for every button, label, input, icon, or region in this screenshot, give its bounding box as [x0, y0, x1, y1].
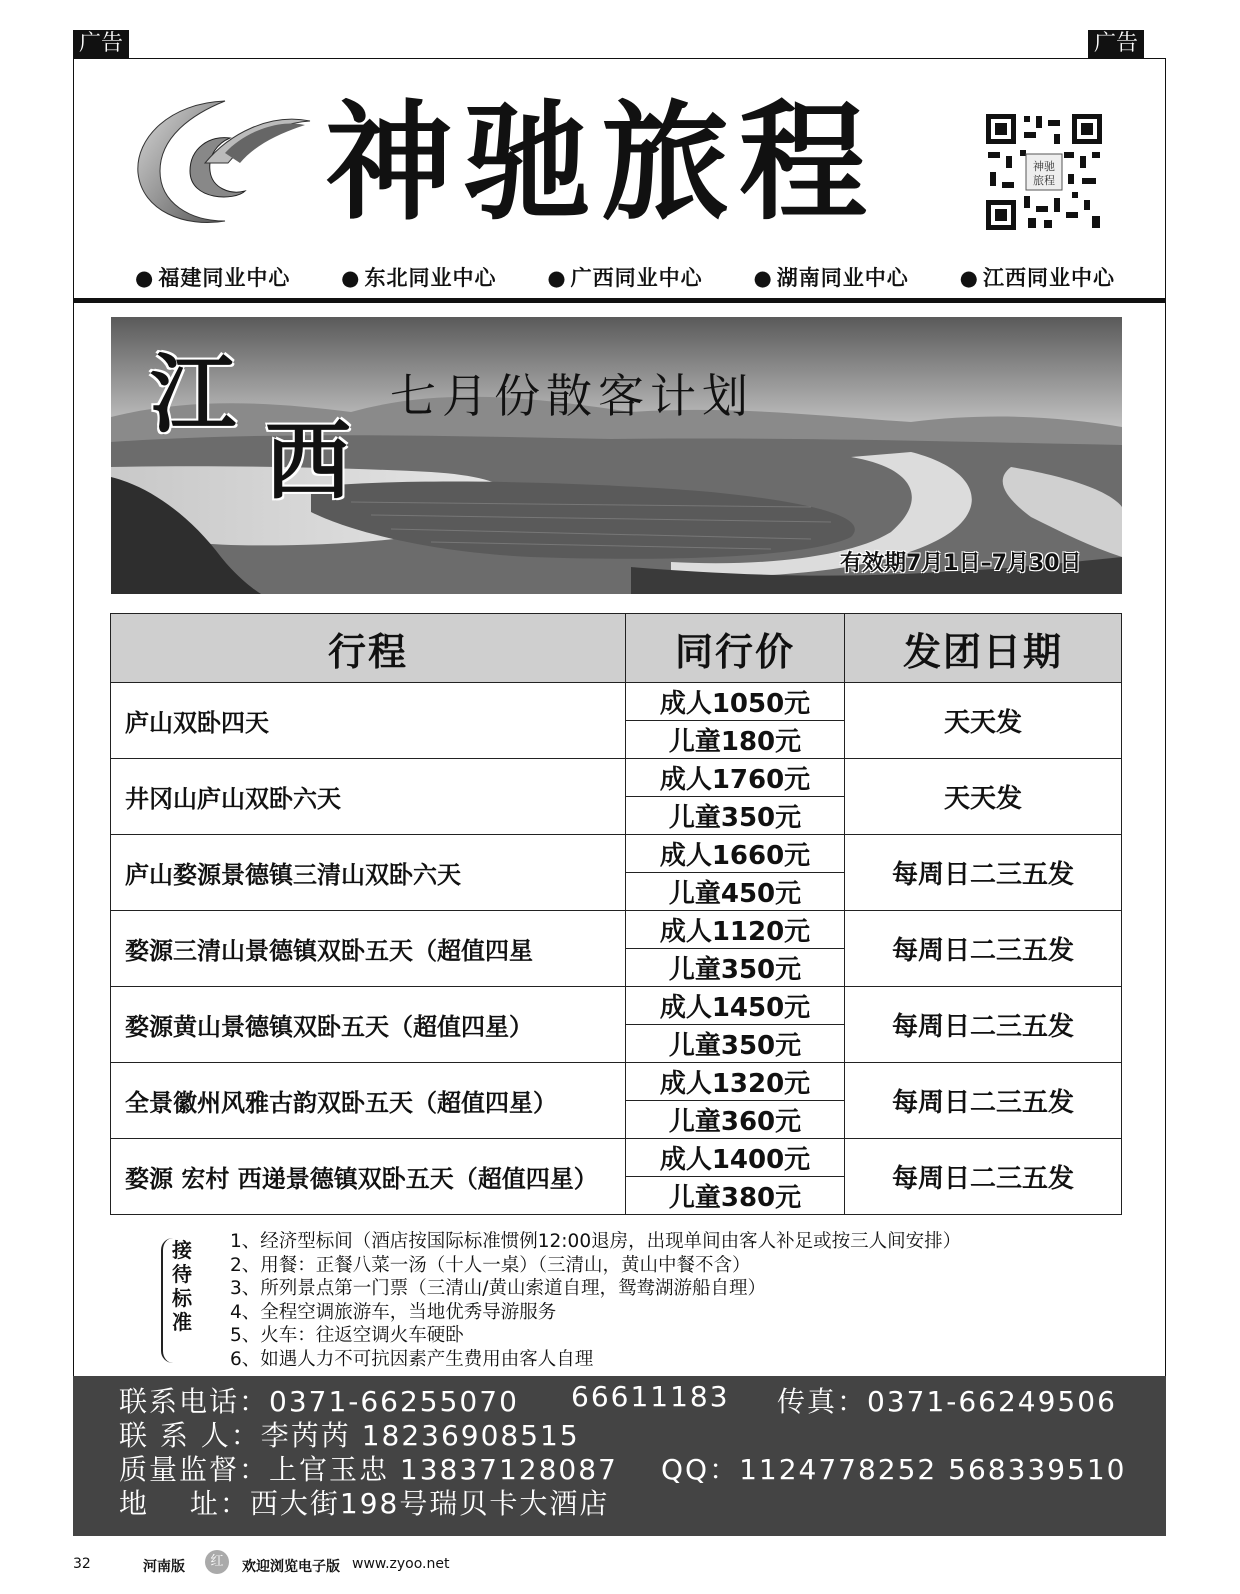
table-row [111, 911, 1122, 949]
list-item: 3、所列景点第一门票（三清山/黄山索道自理，鸳鸯湖游船自理） [230, 1278, 767, 1299]
child-price: 儿童380元 [626, 1177, 845, 1215]
route-cell: 婺源 宏村 西递景德镇双卧五天（超值四星） [111, 1139, 626, 1215]
departure-cell: 天天发 [845, 759, 1122, 835]
contact-panel [73, 1376, 1166, 1536]
center-item: ● 福建同业中心 [135, 262, 290, 292]
child-price: 儿童180元 [626, 721, 845, 759]
child-price: 儿童350元 [626, 797, 845, 835]
contact-person: 联 系 人：李芮芮 18236908515 [119, 1419, 580, 1452]
tour-price-table [110, 613, 1122, 1215]
ad-tag-right: 广告 [1088, 30, 1144, 58]
list-item: 6、如遇人力不可抗因素产生费用由客人自理 [230, 1348, 594, 1370]
banner-plan-title: 七月份散客计划 [390, 369, 754, 423]
contact-qq: QQ：1124778252 568339510 [661, 1453, 1127, 1486]
adult-price: 成人1660元 [626, 835, 845, 873]
table-row [111, 987, 1122, 1025]
departure-cell: 每周日二三五发 [845, 1139, 1122, 1215]
contact-fax: 传真：0371-66249506 [777, 1385, 1117, 1418]
contact-address: 地 址：西大街198号瑞贝卡大酒店 [119, 1487, 610, 1520]
center-item: ● 广西同业中心 [547, 262, 702, 292]
banner-validity: 有效期7月1日–7月30日 [840, 551, 1082, 576]
site-link[interactable]: www.zyoo.net [352, 1556, 450, 1572]
list-item: 1、经济型标间（酒店按国际标准惯例12:00退房，出现单间由客人补足或按三人间安排） [230, 1231, 962, 1252]
table-row [111, 835, 1122, 873]
departure-cell: 天天发 [845, 683, 1122, 759]
route-cell: 井冈山庐山双卧六天 [111, 759, 626, 835]
edition-label: 河南版 [143, 1559, 185, 1575]
center-item: ● 江西同业中心 [960, 262, 1115, 292]
contact-phone: 联系电话：0371-66255070 [119, 1385, 519, 1418]
header-divider [73, 298, 1166, 303]
welcome-text: 欢迎浏览电子版 [242, 1559, 340, 1575]
standards-label [161, 1238, 197, 1363]
departure-cell: 每周日二三五发 [845, 1063, 1122, 1139]
child-price: 儿童350元 [626, 1025, 845, 1063]
adult-price: 成人1400元 [626, 1139, 845, 1177]
table-row [111, 1139, 1122, 1177]
route-cell: 庐山双卧四天 [111, 683, 626, 759]
banner-region-char-2: 西 [265, 411, 351, 512]
route-cell: 庐山婺源景德镇三清山双卧六天 [111, 835, 626, 911]
table-row [111, 683, 1122, 721]
banner-region-char-1: 江 [150, 344, 236, 445]
edition-badge: 红 [205, 1550, 229, 1574]
quality-supervisor: 质量监督：上官玉忠 13837128087 [119, 1453, 618, 1486]
route-cell: 婺源黄山景德镇双卧五天（超值四星） [111, 987, 626, 1063]
adult-price: 成人1050元 [626, 683, 845, 721]
table-header-row [111, 614, 1122, 683]
standards-list [230, 1230, 961, 1371]
table-row [111, 1063, 1122, 1101]
adult-price: 成人1450元 [626, 987, 845, 1025]
child-price: 儿童450元 [626, 873, 845, 911]
departure-cell: 每周日二三五发 [845, 911, 1122, 987]
route-cell: 婺源三清山景德镇双卧五天（超值四星 [111, 911, 626, 987]
standards-label-char: 待 [172, 1262, 192, 1286]
adult-price: 成人1120元 [626, 911, 845, 949]
center-item: ● 东北同业中心 [341, 262, 496, 292]
contact-phone-2: 66611183 [571, 1380, 730, 1413]
standards-label-char: 标 [172, 1286, 192, 1310]
standards-label-char: 接 [172, 1238, 192, 1262]
brand-logo [130, 93, 315, 233]
qr-code [984, 112, 1104, 232]
list-item: 2、用餐：正餐八菜一汤（十人一桌）（三清山，黄山中餐不含） [230, 1254, 751, 1276]
route-cell: 全景徽州风雅古韵双卧五天（超值四星） [111, 1063, 626, 1139]
header-route: 行程 [111, 614, 626, 683]
ad-tag-left: 广告 [73, 30, 129, 58]
header-price: 同行价 [626, 614, 845, 683]
center-item: ● 湖南同业中心 [753, 262, 908, 292]
child-price: 儿童360元 [626, 1101, 845, 1139]
header-date: 发团日期 [845, 614, 1122, 683]
page-number: 32 [73, 1556, 91, 1572]
svg-text:神驰: 神驰 [1033, 160, 1055, 173]
departure-cell: 每周日二三五发 [845, 987, 1122, 1063]
adult-price: 成人1320元 [626, 1063, 845, 1101]
svg-text:旅程: 旅程 [1033, 174, 1055, 187]
list-item: 4、全程空调旅游车，当地优秀导游服务 [230, 1301, 557, 1323]
departure-cell: 每周日二三五发 [845, 835, 1122, 911]
brand-title: 神驰旅程 [325, 88, 878, 238]
adult-price: 成人1760元 [626, 759, 845, 797]
standards-label-char: 准 [172, 1310, 192, 1334]
center-list [135, 262, 1115, 292]
table-row [111, 759, 1122, 797]
list-item: 5、火车：往返空调火车硬卧 [230, 1325, 464, 1346]
child-price: 儿童350元 [626, 949, 845, 987]
